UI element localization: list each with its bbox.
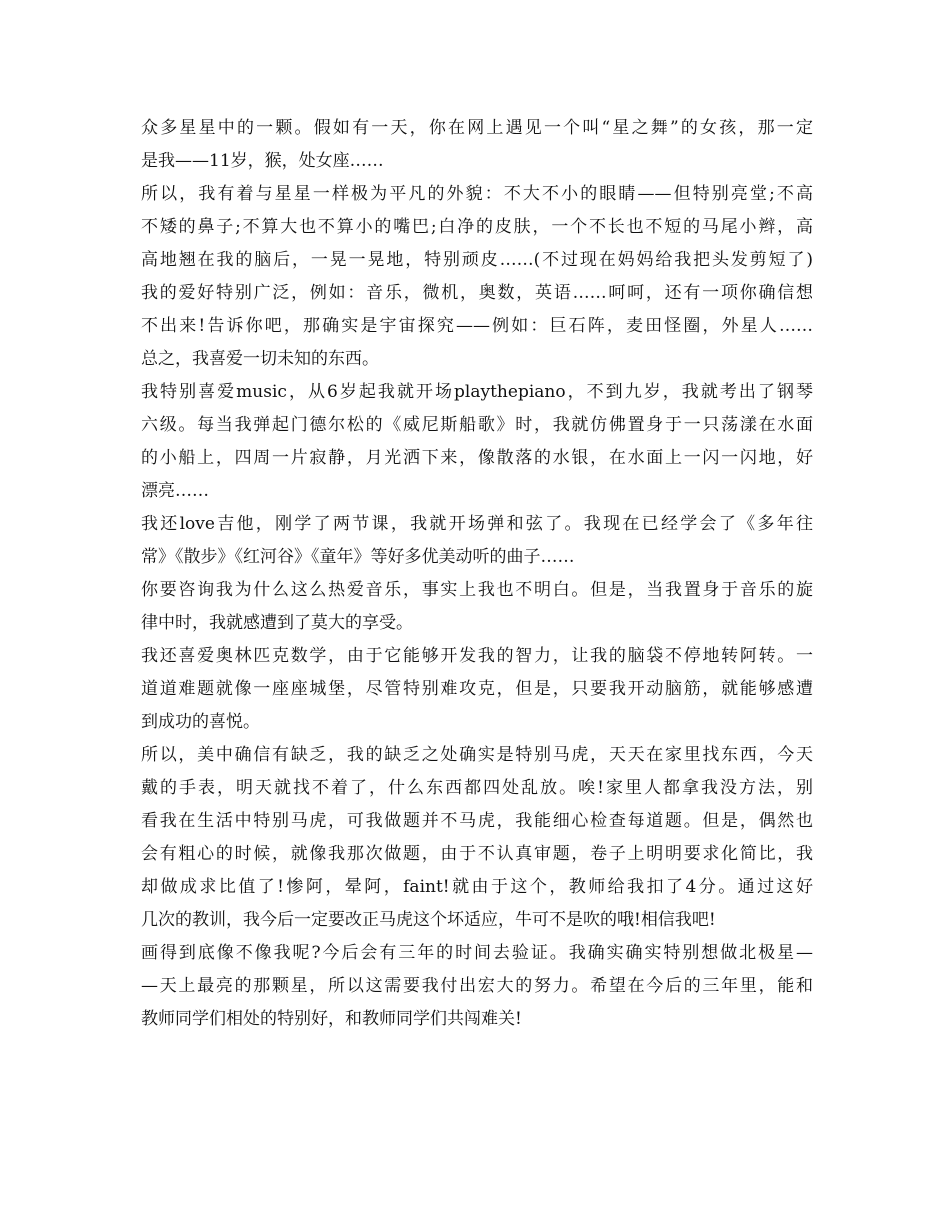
text-line: 会有粗心的时候，就像我那次做题，由于不认真审题，卷子上明明要求化简比，我 — [141, 844, 813, 864]
text-line: 的小船上，四周一片寂静，月光洒下来，像散落的水银，在水面上一闪一闪地，好 — [141, 448, 813, 468]
text-line: 所以，我有着与星星一样极为平凡的外貌：不大不小的眼睛——但特别亮堂;不高 — [141, 184, 813, 204]
text-line: 到成功的喜悦。 — [141, 712, 260, 732]
text-line: 不矮的鼻子;不算大也不算小的嘴巴;白净的皮肤，一个不长也不短的马尾小辫，高 — [141, 217, 813, 237]
text-line: 你要咨询我为什么这么热爱音乐，事实上我也不明白。但是，当我置身于音乐的旋 — [141, 580, 813, 600]
text-line: 画得到底像不像我呢?今后会有三年的时间去验证。我确实确实特别想做北极星— — [141, 943, 813, 963]
text-line: 几次的教训，我今后一定要改正马虎这个坏适应，牛可不是吹的哦!相信我吧! — [141, 910, 716, 930]
text-line: 律中时，我就感遭到了莫大的享受。 — [141, 613, 413, 633]
text-line: 教师同学们相处的特别好，和教师同学们共闯难关! — [141, 1009, 522, 1029]
text-line: 所以，美中确信有缺乏，我的缺乏之处确实是特别马虎，天天在家里找东西，今天 — [141, 745, 813, 765]
text-line: 戴的手表，明天就找不着了，什么东西都四处乱放。唉!家里人都拿我没方法，别 — [141, 778, 813, 798]
text-line: 常》《散步》《红河谷》《童年》等好多优美动听的曲子…… — [141, 547, 575, 567]
text-line: 道道难题就像一座座城堡，尽管特别难攻克，但是，只要我开动脑筋，就能够感遭 — [141, 679, 813, 699]
text-line: 我还love吉他，刚学了两节课，我就开场弹和弦了。我现在已经学会了《多年往 — [141, 514, 813, 534]
document-page — [141, 112, 813, 1036]
text-line: 总之，我喜爱一切未知的东西。 — [141, 349, 379, 369]
text-line: 众多星星中的一颗。假如有一天，你在网上遇见一个叫“星之舞”的女孩，那一定 — [141, 118, 813, 138]
text-line: 看我在生活中特别马虎，可我做题并不马虎，我能细心检查每道题。但是，偶然也 — [141, 811, 813, 831]
text-line: 却做成求比值了!惨阿，晕阿，faint!就由于这个，教师给我扣了4分。通过这好 — [141, 877, 813, 897]
text-line: 六级。每当我弹起门德尔松的《威尼斯船歌》时，我就仿佛置身于一只荡漾在水面 — [141, 415, 813, 435]
text-line: 我的爱好特别广泛，例如：音乐，微机，奥数，英语……呵呵，还有一项你确信想 — [141, 283, 813, 303]
text-line: 我特别喜爱music，从6岁起我就开场playthepiano，不到九岁，我就考出了钢琴 — [141, 382, 813, 402]
text-line: —天上最亮的那颗星，所以这需要我付出宏大的努力。希望在今后的三年里，能和 — [141, 976, 813, 996]
text-line: 高地翘在我的脑后，一晃一晃地，特别顽皮……(不过现在妈妈给我把头发剪短了) — [141, 250, 813, 270]
text-line: 是我——11岁，猴，处女座…… — [141, 151, 384, 171]
text-line: 不出来!告诉你吧，那确实是宇宙探究——例如：巨石阵，麦田怪圈，外星人…… — [141, 316, 813, 336]
text-line: 漂亮…… — [141, 481, 209, 501]
text-line: 我还喜爱奥林匹克数学，由于它能够开发我的智力，让我的脑袋不停地转阿转。一 — [141, 646, 813, 666]
